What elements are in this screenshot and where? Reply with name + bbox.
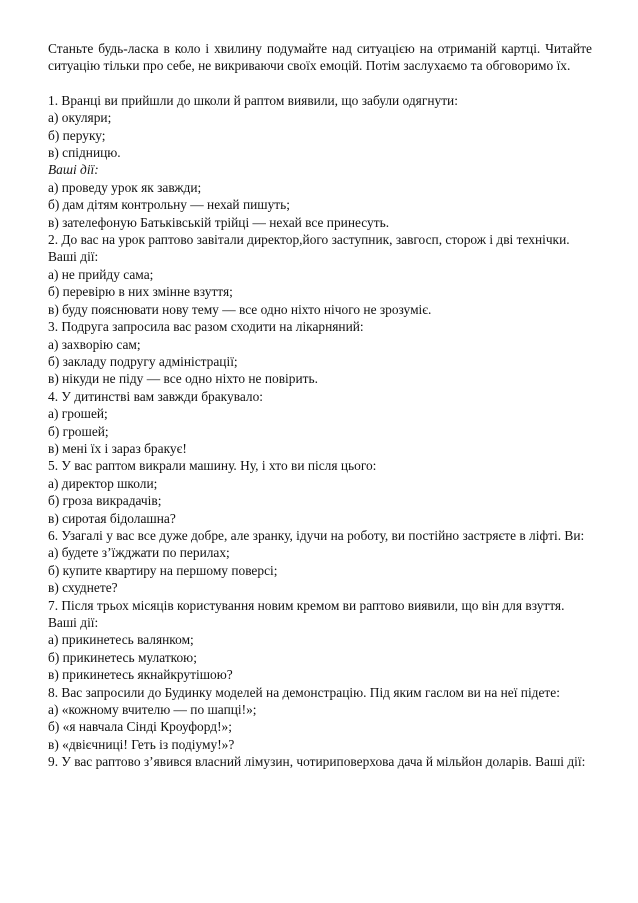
option-5a: а) директор школи; bbox=[48, 475, 158, 491]
option-4c: в) мені їх і зараз бракує! bbox=[48, 440, 187, 456]
question-7: 7. Після трьох місяців користування новим кремом ви раптово виявили, що він для взуття. Ваші дії: bbox=[48, 597, 565, 630]
question-list bbox=[48, 92, 592, 771]
option-4a: а) грошей; bbox=[48, 406, 108, 422]
option-6c: в) схуднете? bbox=[48, 580, 118, 596]
option-8c: в) «двієчниці! Геть із подіуму!»? bbox=[48, 736, 235, 752]
question-1: 1. Вранці ви прийшли до школи й раптом виявили, що забули одягнути: bbox=[48, 92, 458, 108]
option-5c: в) сиротая бідолашна? bbox=[48, 510, 176, 526]
question-5: 5. У вас раптом викрали машину. Ну, і хто ви після цього: bbox=[48, 458, 377, 474]
option-1b: б) перуку; bbox=[48, 127, 106, 143]
action-1b: б) дам дітям контрольну — нехай пишуть; bbox=[48, 197, 290, 213]
option-4b: б) грошей; bbox=[48, 423, 109, 439]
option-3a: а) захворію сам; bbox=[48, 336, 141, 352]
option-2a: а) не прийду сама; bbox=[48, 266, 154, 282]
option-8a: а) «кожному вчителю — по шапці!»; bbox=[48, 702, 257, 718]
document-page bbox=[48, 40, 592, 771]
question-8: 8. Вас запросили до Будинку моделей на демонстрацію. Під яким гаслом ви на неї підете: bbox=[48, 684, 560, 700]
option-2c: в) буду пояснювати нову тему — все одно ніхто нічого не зрозуміє. bbox=[48, 301, 432, 317]
option-7b: б) прикинетесь мулаткою; bbox=[48, 649, 197, 665]
option-1c: в) спідницю. bbox=[48, 145, 121, 161]
option-5b: б) гроза викрадачів; bbox=[48, 493, 162, 509]
option-3b: б) закладу подругу адміністрації; bbox=[48, 353, 238, 369]
question-3: 3. Подруга запросила вас разом сходити на лікарняний: bbox=[48, 319, 364, 335]
option-2b: б) перевірю в них змінне взуття; bbox=[48, 284, 233, 300]
question-6: 6. Узагалі у вас все дуже добре, але зранку, ідучи на роботу, ви постійно застряєте в ліфті. Ви: bbox=[48, 527, 585, 543]
option-6a: а) будете з’їжджати по перилах; bbox=[48, 545, 230, 561]
actions-heading: Ваші дії: bbox=[48, 162, 99, 178]
option-7a: а) прикинетесь валянком; bbox=[48, 632, 194, 648]
action-1a: а) проведу урок як завжди; bbox=[48, 179, 202, 195]
question-2: 2. До вас на урок раптово завітали директор,його заступник, завгосп, сторож і дві технічки. Ваші дії: bbox=[48, 232, 570, 265]
option-1a: а) окуляри; bbox=[48, 110, 112, 126]
option-7c: в) прикинетесь якнайкрутішою? bbox=[48, 667, 233, 683]
option-3c: в) нікуди не піду — все одно ніхто не повірить. bbox=[48, 371, 318, 387]
option-8b: б) «я навчала Сінді Кроуфорд!»; bbox=[48, 719, 232, 735]
intro-paragraph: Станьте будь-ласка в коло і хвилину подумайте над ситуацією на отриманій картці. Читайте ситуацію тільки про себе, не викриваючи своїх емоцій. Потім заслухаємо та обговоримо їх. bbox=[48, 41, 592, 74]
question-4: 4. У дитинстві вам завжди бракувало: bbox=[48, 388, 263, 404]
option-6b: б) купите квартиру на першому поверсі; bbox=[48, 562, 278, 578]
question-9: 9. У вас раптово з’явився власний лімузин, чотириповерхова дача й мільйон доларів. Ваші дії: bbox=[48, 754, 586, 770]
action-1c: в) зателефоную Батьківській трійці — нехай все принесуть. bbox=[48, 214, 390, 230]
